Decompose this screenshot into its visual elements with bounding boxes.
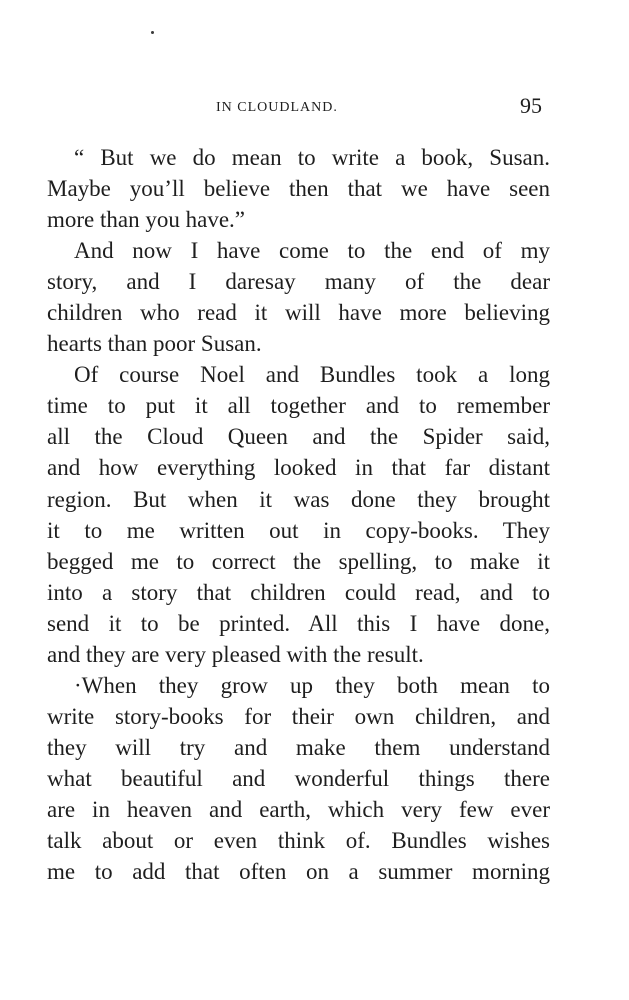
text-line: into a story that children could read, and to [47, 579, 550, 605]
text-line: it to me written out in copy-books. They [47, 517, 550, 543]
text-line: write story-books for their own children, and [47, 703, 550, 729]
page-header [0, 88, 629, 128]
text-line: they will try and make them understand [47, 734, 550, 760]
paragraph-3 [47, 359, 550, 669]
text-line: story, and I daresay many of the dear [47, 269, 550, 295]
text-line: ·When they grow up they both mean to [74, 672, 550, 698]
text-line: and how everything looked in that far distant [47, 455, 550, 481]
text-line: hearts than poor Susan. [47, 331, 262, 357]
paragraph-2 [47, 235, 550, 359]
text-line: And now I have come to the end of my [74, 238, 550, 264]
text-line: and they are very pleased with the result. [47, 641, 424, 667]
print-speck [151, 31, 154, 34]
text-line: talk about or even think of. Bundles wishes [47, 828, 550, 854]
text-line: send it to be printed. All this I have done, [47, 610, 550, 636]
text-line: more than you have.” [47, 207, 245, 233]
text-line: all the Cloud Queen and the Spider said, [47, 424, 550, 450]
body-text [47, 142, 550, 887]
text-line: begged me to correct the spelling, to make it [47, 548, 550, 574]
paragraph-4 [47, 670, 550, 887]
text-line: region. But when it was done they brought [47, 486, 550, 512]
page-number: 95 [520, 93, 542, 118]
text-line: are in heaven and earth, which very few ever [47, 796, 550, 822]
running-head: IN CLOUDLAND. [216, 100, 338, 115]
paragraph-1 [47, 142, 550, 235]
text-line: children who read it will have more believing [47, 300, 550, 326]
text-line: Maybe you’ll believe then that we have seen [47, 176, 550, 202]
text-line: Of course Noel and Bundles took a long [74, 362, 550, 388]
text-line: me to add that often on a summer morning [47, 859, 550, 885]
text-line: time to put it all together and to remember [47, 393, 550, 419]
text-line: “ But we do mean to write a book, Susan. [74, 145, 550, 170]
text-line: what beautiful and wonderful things there [47, 765, 550, 791]
